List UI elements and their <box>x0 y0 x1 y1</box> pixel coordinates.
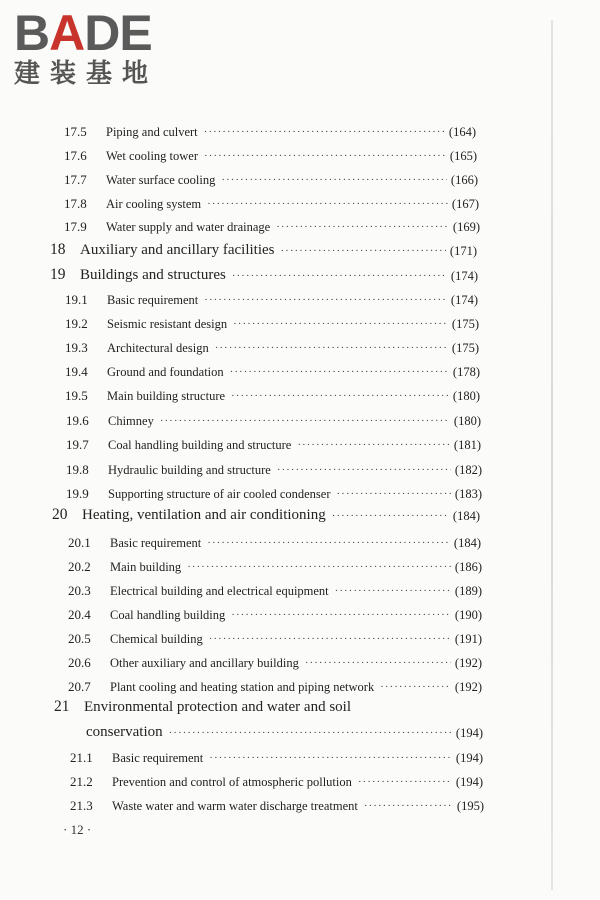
entry-page: (184) <box>453 536 481 550</box>
logo-letter-a: A <box>49 5 85 61</box>
entry-number: 19.2 <box>65 316 88 331</box>
chapter-number: 21 <box>54 698 70 715</box>
entry-title: Coal handling building and structure <box>108 438 292 452</box>
entry-number: 20.7 <box>68 679 91 694</box>
dot-leader <box>380 681 451 693</box>
entry-title: Water supply and water drainage <box>106 220 271 234</box>
dot-leader <box>297 439 450 451</box>
toc-entry <box>68 649 482 671</box>
entry-page: (191) <box>454 632 482 646</box>
entry-title: Wet cooling tower <box>106 149 199 163</box>
dot-leader <box>281 245 446 257</box>
entry-title: Piping and culvert <box>106 125 198 139</box>
chapter-page: (194) <box>455 726 483 740</box>
chapter-number: 20 <box>52 506 68 523</box>
toc-entry <box>68 625 482 647</box>
toc-entry <box>64 118 476 140</box>
chapter-title: Environmental protection and water and soil <box>84 699 352 715</box>
entry-page: (167) <box>451 197 479 211</box>
entry-page: (192) <box>454 680 482 694</box>
entry-page: (182) <box>454 463 482 477</box>
entry-page: (183) <box>454 487 482 501</box>
dot-leader <box>204 150 446 162</box>
entry-page: (181) <box>453 438 481 452</box>
entry-number: 17.9 <box>64 219 87 234</box>
dot-leader <box>160 415 450 427</box>
dot-leader <box>305 657 451 669</box>
chapter-title: Buildings and structures <box>80 267 226 283</box>
entry-number: 19.5 <box>65 388 88 403</box>
dot-leader <box>187 561 451 573</box>
toc-entry <box>66 456 482 478</box>
entry-title: Basic requirement <box>112 751 204 765</box>
toc-entry <box>65 382 480 404</box>
toc-chapter <box>50 237 477 259</box>
toc-entry <box>68 529 481 551</box>
entry-page: (175) <box>451 341 479 355</box>
entry-page: (164) <box>448 125 476 139</box>
entry-title: Main building structure <box>107 389 226 403</box>
logo-letters-de: DE <box>84 5 152 61</box>
entry-title: Supporting structure of air cooled condenser <box>108 487 331 501</box>
entry-number: 20.5 <box>68 631 91 646</box>
entry-title: Electrical building and electrical equipment <box>110 584 329 598</box>
entry-page: (192) <box>454 656 482 670</box>
entry-number: 19.3 <box>65 340 88 355</box>
entry-page: (175) <box>451 317 479 331</box>
toc-chapter <box>50 262 478 284</box>
entry-page: (195) <box>456 799 484 813</box>
entry-number: 17.7 <box>64 172 87 187</box>
toc-entry <box>65 334 479 356</box>
entry-number: 20.2 <box>68 559 91 574</box>
entry-title: Basic requirement <box>110 536 202 550</box>
entry-title: Chimney <box>108 414 154 428</box>
dot-leader <box>230 366 449 378</box>
entry-title: Basic requirement <box>107 293 199 307</box>
entry-page: (190) <box>454 608 482 622</box>
entry-page: (165) <box>449 149 477 163</box>
entry-title: Coal handling building <box>110 608 226 622</box>
entry-number: 19.6 <box>66 413 89 428</box>
toc-entry <box>68 673 482 695</box>
chapter-title: Heating, ventilation and air conditioning <box>82 507 326 523</box>
dot-leader <box>231 390 449 402</box>
entry-number: 19.4 <box>65 364 88 379</box>
chapter-page: (184) <box>452 509 480 523</box>
entry-number: 17.5 <box>64 124 87 139</box>
toc-entry <box>64 166 478 188</box>
chapter-number: 18 <box>50 241 66 258</box>
chapter-title-continued: conservation <box>86 724 163 740</box>
toc-entry <box>70 744 483 766</box>
dot-leader <box>276 221 449 233</box>
dot-leader <box>204 126 445 138</box>
entry-page: (194) <box>455 751 483 765</box>
dot-leader <box>207 537 450 549</box>
entry-page: (178) <box>452 365 480 379</box>
entry-page: (194) <box>455 775 483 789</box>
logo-subtitle: 建装基地 <box>14 59 159 89</box>
dot-leader <box>209 752 452 764</box>
entry-number: 19.8 <box>66 462 89 477</box>
entry-title: Air cooling system <box>106 197 202 211</box>
toc-entry <box>68 601 482 623</box>
toc-entry <box>68 553 482 575</box>
entry-page: (169) <box>452 220 480 234</box>
dot-leader <box>232 270 447 282</box>
entry-number: 17.8 <box>64 196 87 211</box>
dot-leader <box>337 488 451 500</box>
dot-leader <box>358 776 452 788</box>
entry-number: 17.6 <box>64 148 87 163</box>
entry-number: 20.3 <box>68 583 91 598</box>
toc-entry <box>64 190 479 212</box>
entry-number: 19.9 <box>66 486 89 501</box>
dot-leader <box>215 342 448 354</box>
chapter-title: Auxiliary and ancillary facilities <box>80 242 275 258</box>
chapter-page: (174) <box>450 269 478 283</box>
entry-number: 19.7 <box>66 437 89 452</box>
logo-letter-b: B <box>14 5 50 61</box>
dot-leader <box>233 318 448 330</box>
dot-leader <box>332 510 449 522</box>
entry-page: (189) <box>454 584 482 598</box>
entry-number: 20.6 <box>68 655 91 670</box>
entry-number: 21.2 <box>70 774 93 789</box>
toc-entry <box>68 577 482 599</box>
toc-chapter-continuation <box>84 719 483 741</box>
toc-entry <box>64 142 477 164</box>
entry-number: 21.3 <box>70 798 93 813</box>
entry-title: Other auxiliary and ancillary building <box>110 656 299 670</box>
entry-page: (166) <box>450 173 478 187</box>
entry-title: Chemical building <box>110 632 203 646</box>
page-number: · 12 · <box>63 822 92 837</box>
entry-title: Main building <box>110 560 182 574</box>
entry-number: 19.1 <box>65 292 88 307</box>
toc-entry <box>64 213 480 235</box>
chapter-page: (171) <box>449 244 477 258</box>
dot-leader <box>335 585 451 597</box>
entry-number: 20.1 <box>68 535 91 550</box>
entry-page: (186) <box>454 560 482 574</box>
entry-title: Architectural design <box>107 341 209 355</box>
entry-title: Prevention and control of atmospheric pollution <box>112 775 352 789</box>
chapter-number: 19 <box>50 266 66 283</box>
dot-leader <box>364 800 453 812</box>
dot-leader <box>221 174 447 186</box>
entry-number: 21.1 <box>70 750 93 765</box>
entry-page: (174) <box>450 293 478 307</box>
toc-chapter <box>54 694 482 716</box>
entry-title: Seismic resistant design <box>107 317 228 331</box>
dot-leader <box>277 464 451 476</box>
toc-entry <box>70 768 483 790</box>
entry-page: (180) <box>453 414 481 428</box>
dot-leader <box>209 633 451 645</box>
entry-title: Water surface cooling <box>106 173 216 187</box>
toc-entry <box>65 286 478 308</box>
entry-title: Ground and foundation <box>107 365 224 379</box>
toc-entry <box>66 407 481 429</box>
entry-title: Hydraulic building and structure <box>108 463 271 477</box>
toc-entry <box>66 431 481 453</box>
dot-leader <box>204 294 447 306</box>
dot-leader <box>231 609 451 621</box>
entry-title: Waste water and warm water discharge treatment <box>112 799 358 813</box>
entry-title: Plant cooling and heating station and piping network <box>110 680 375 694</box>
toc-chapter <box>52 502 480 524</box>
toc-entry <box>65 358 480 380</box>
toc-entry <box>65 310 479 332</box>
toc-entry <box>70 792 484 814</box>
dot-leader <box>169 727 452 739</box>
entry-number: 20.4 <box>68 607 91 622</box>
entry-page: (180) <box>452 389 480 403</box>
toc-entry <box>66 480 482 502</box>
dot-leader <box>207 198 448 210</box>
